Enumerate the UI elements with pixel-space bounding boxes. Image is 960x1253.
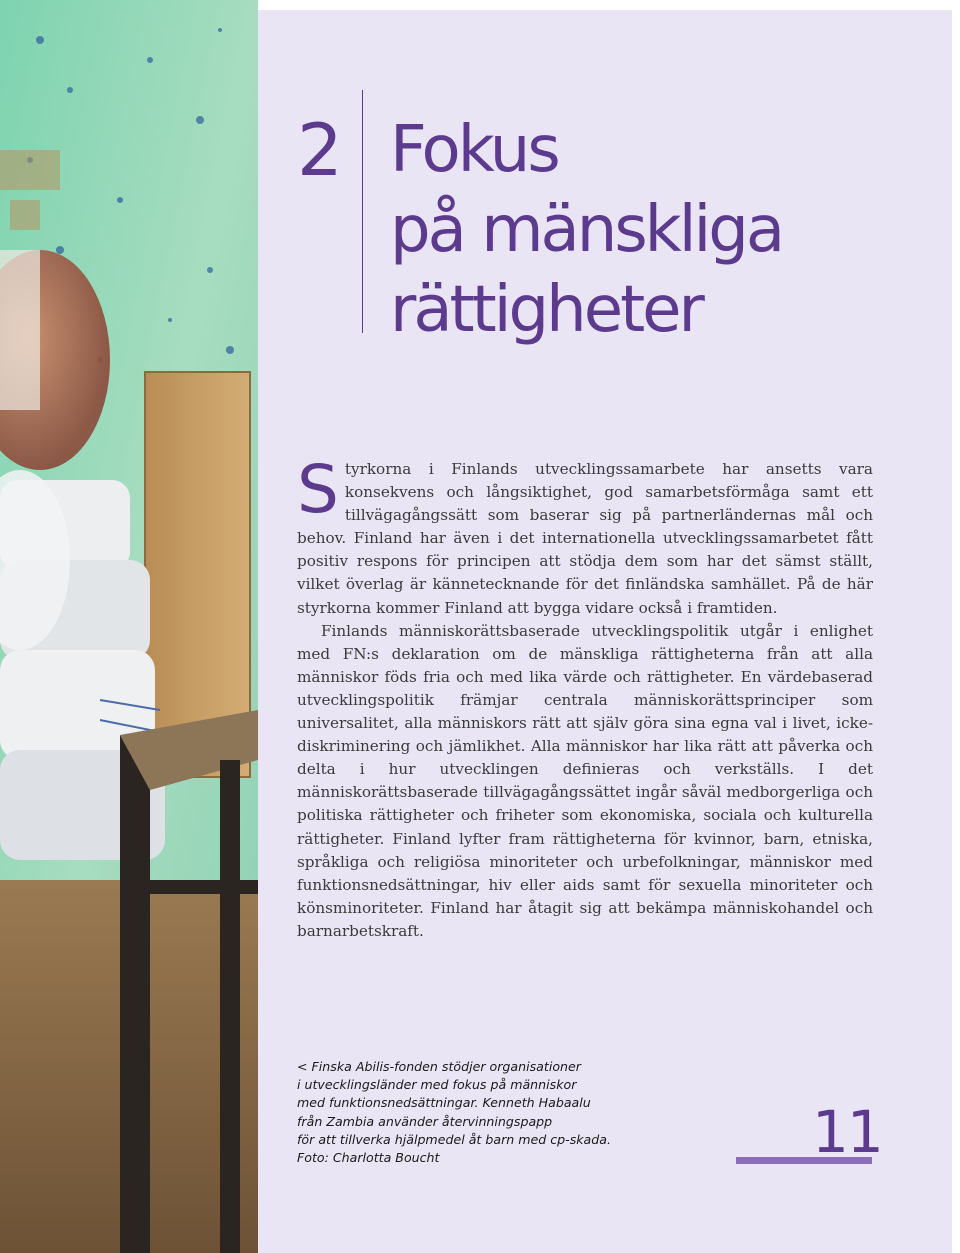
chapter-title-line: Fokus: [390, 113, 558, 187]
panel-top-rule: [258, 0, 960, 10]
drop-cap: S: [297, 451, 339, 528]
caption-line: från Zambia använder återvinningspapp: [297, 1113, 553, 1129]
caption-line: < Finska Abilis-fonden stödjer organisationer: [297, 1059, 581, 1074]
page-number: 11: [812, 1098, 882, 1166]
chapter-title: [390, 110, 930, 350]
body-text: [297, 451, 873, 943]
paragraph: [297, 451, 873, 620]
paragraph-text: tyrkorna i Finlands utvecklingssamarbete har ansetts vara konsekvens och långsiktighet, god samarbetsförmåga samt ett tillvägagångssätt som baserar sig på partnerländernas mål och behov. Finland har även i det internationella utvecklingssamarbetet fått positiv respons för principen att stödja dem som har det sämst ställt, vilket överlag är kännetecknande för det finländska samhället. På de här styrkorna kommer Finland att bygga vidare också i framtiden.: [297, 460, 873, 617]
paragraph: Finlands människorättsbaserade utvecklingspolitik utgår i enlighet med FN:s deklaration om de mänskliga rättigheterna från att alla människor föds fria och med lika värde och rättigheter. En värdebaserad utvecklingspolitik främjar centrala människorättsprinciper som universalitet, alla människors rätt att själv göra sina egna val i livet, icke-diskriminering och jämlikhet. Alla människor har lika rätt att påverka och delta i hur utvecklingen definieras och verkställs. I det människorättsbaserade tillvägagångssättet ingår såväl medborgerliga och politiska rättigheter och friheter som ekonomiska, sociala och kulturella rättigheter. Finland lyfter fram rättigheterna för kvinnor, barn, etniska, språkliga och religiösa minoriteter och urbefolkningar, människor med funktionsnedsättningar, hiv eller aids samt för sexuella minoriteter och könsminoriteter. Finland har åtagit sig att bekämpa människohandel och barnarbetskraft.: [297, 621, 873, 940]
photo-illustration: [0, 0, 258, 1253]
chapter-title-line: på mänskliga: [390, 193, 783, 267]
photo-image: [0, 0, 258, 1253]
caption-line: Foto: Charlotta Boucht: [297, 1150, 440, 1166]
chapter-divider: [362, 90, 363, 333]
caption-line: med funktionsnedsättningar. Kenneth Habaalu: [297, 1095, 591, 1111]
chapter-title-line: rättigheter: [390, 273, 702, 347]
caption-line: i utvecklingsländer med fokus på människor: [297, 1077, 577, 1093]
photo-caption: [297, 1058, 657, 1167]
caption-line: för att tillverka hjälpmedel åt barn med cp-skada.: [297, 1131, 611, 1147]
chapter-number: 2: [297, 108, 341, 192]
